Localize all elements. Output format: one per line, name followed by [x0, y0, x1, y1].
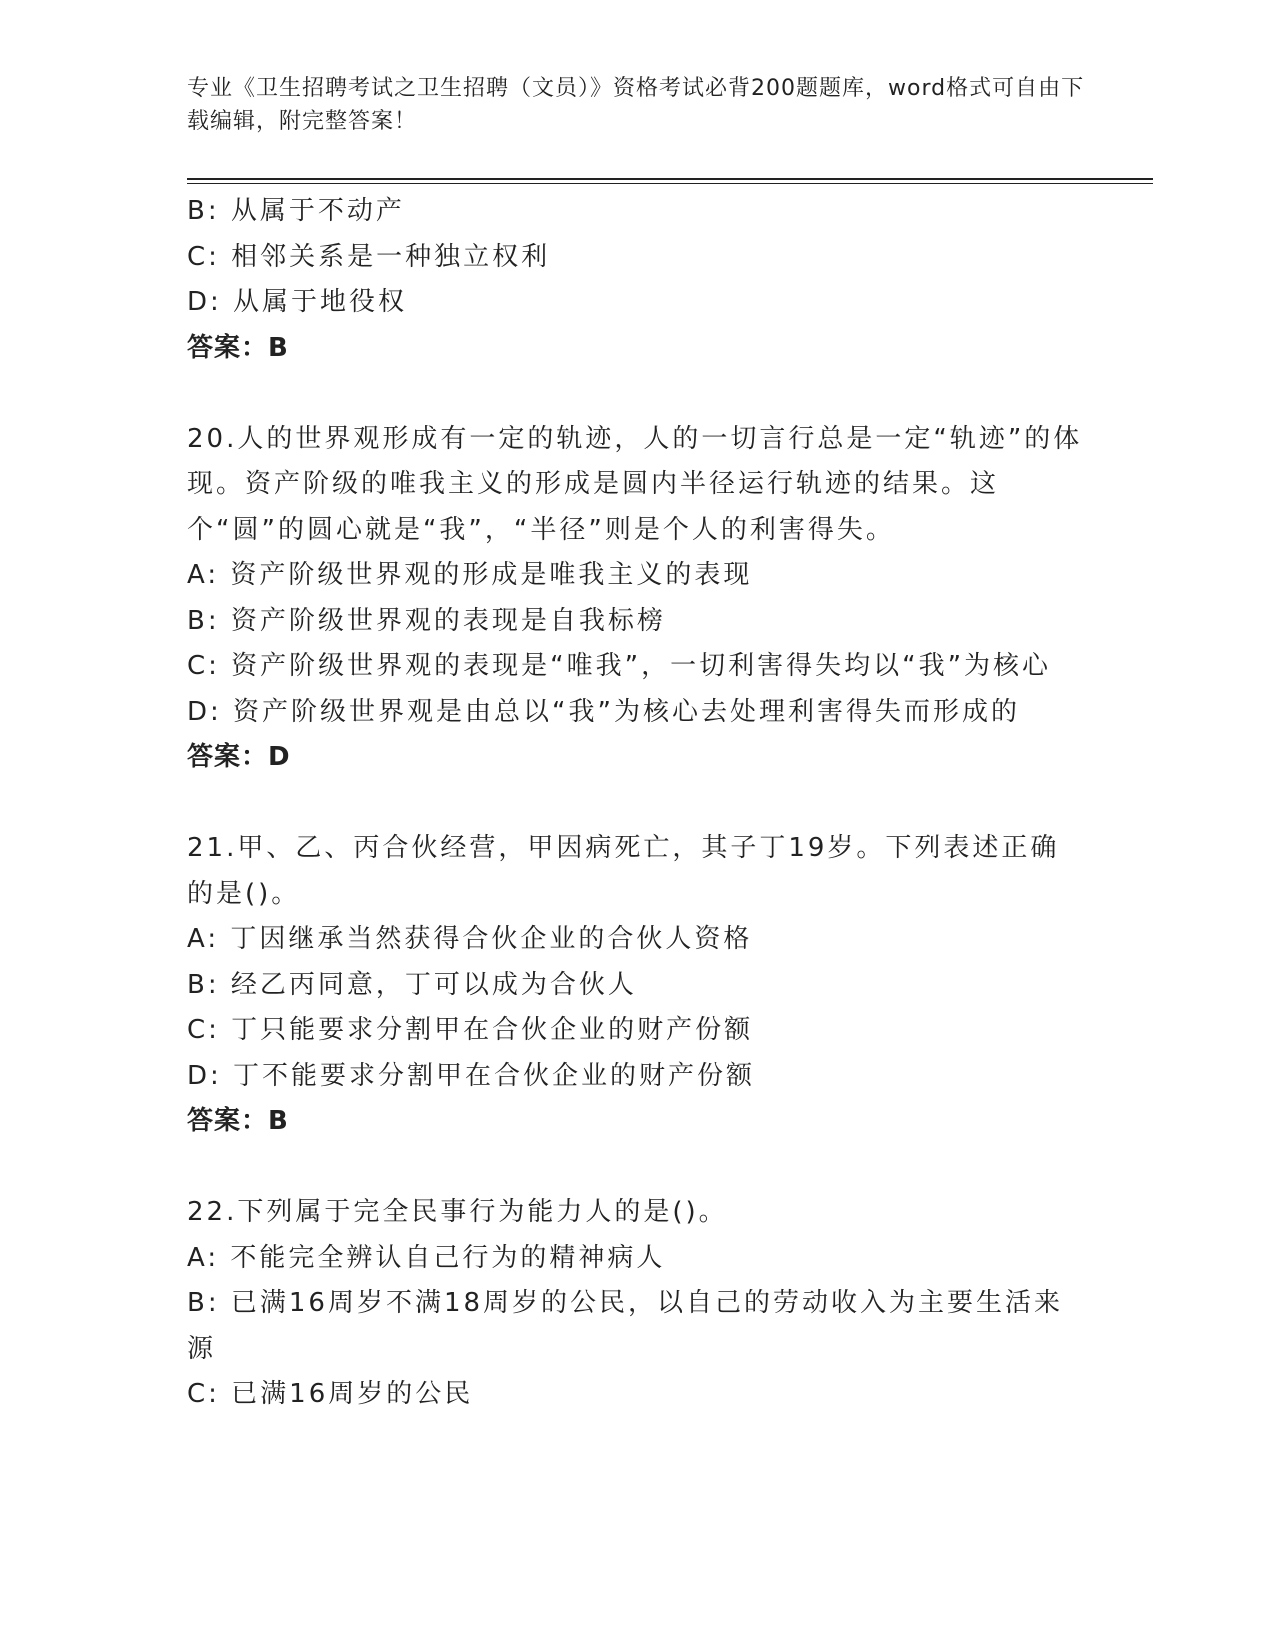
- question-content: [187, 189, 1087, 1418]
- spacer: [187, 781, 1087, 827]
- option-d: D: 资产阶级世界观是由总以“我”为核心去处理利害得失而形成的: [187, 696, 1020, 727]
- option-c: C: 相邻关系是一种独立权利: [187, 241, 551, 272]
- option-d: D: 从属于地役权: [187, 287, 408, 317]
- spacer: [187, 1145, 1087, 1191]
- answer-line: 答案：D: [187, 742, 291, 772]
- option-c: C: 丁只能要求分割甲在合伙企业的财产份额: [187, 1015, 754, 1045]
- prev-question-block: [187, 189, 1087, 371]
- question-stem: 21.甲、乙、丙合伙经营，甲因病死亡，其子丁19岁。下列表述正确的是()。: [187, 833, 1060, 909]
- option-c: C: 已满16周岁的公民: [187, 1379, 474, 1409]
- header-divider-thin: [187, 183, 1153, 184]
- question-22: [187, 1190, 1087, 1418]
- answer-line: 答案：B: [187, 1106, 289, 1136]
- question-21: [187, 826, 1087, 1145]
- option-b: B: 已满16周岁不满18周岁的公民，以自己的劳动收入为主要生活来源: [187, 1288, 1064, 1364]
- header-divider-thick: [187, 178, 1153, 180]
- header-title: 专业《卫生招聘考试之卫生招聘（文员）》资格考试必背200题题库，word格式可自由下载编辑，附完整答案！: [187, 76, 1085, 134]
- question-20: [187, 417, 1087, 781]
- option-a: A: 不能完全辨认自己行为的精神病人: [187, 1242, 666, 1273]
- question-stem: 20.人的世界观形成有一定的轨迹，人的一切言行总是一定“轨迹”的体现。资产阶级的唯我主义的形成是圆内半径运行轨迹的结果。这个“圆”的圆心就是“我”，“半径”则是个人的利害得失。: [187, 423, 1083, 545]
- spacer: [187, 371, 1087, 417]
- option-d: D: 丁不能要求分割甲在合伙企业的财产份额: [187, 1060, 756, 1091]
- question-stem: 22.下列属于完全民事行为能力人的是()。: [187, 1197, 728, 1227]
- option-c: C: 资产阶级世界观的表现是“唯我”，一切利害得失均以“我”为核心: [187, 651, 1052, 681]
- option-a: A: 资产阶级世界观的形成是唯我主义的表现: [187, 560, 753, 590]
- document-header: [187, 72, 1087, 138]
- answer-line: 答案：B: [187, 332, 289, 363]
- option-b: B: 经乙丙同意，丁可以成为合伙人: [187, 969, 637, 1000]
- option-a: A: 丁因继承当然获得合伙企业的合伙人资格: [187, 924, 753, 954]
- option-b: B: 从属于不动产: [187, 196, 405, 226]
- option-b: B: 资产阶级世界观的表现是自我标榜: [187, 605, 666, 636]
